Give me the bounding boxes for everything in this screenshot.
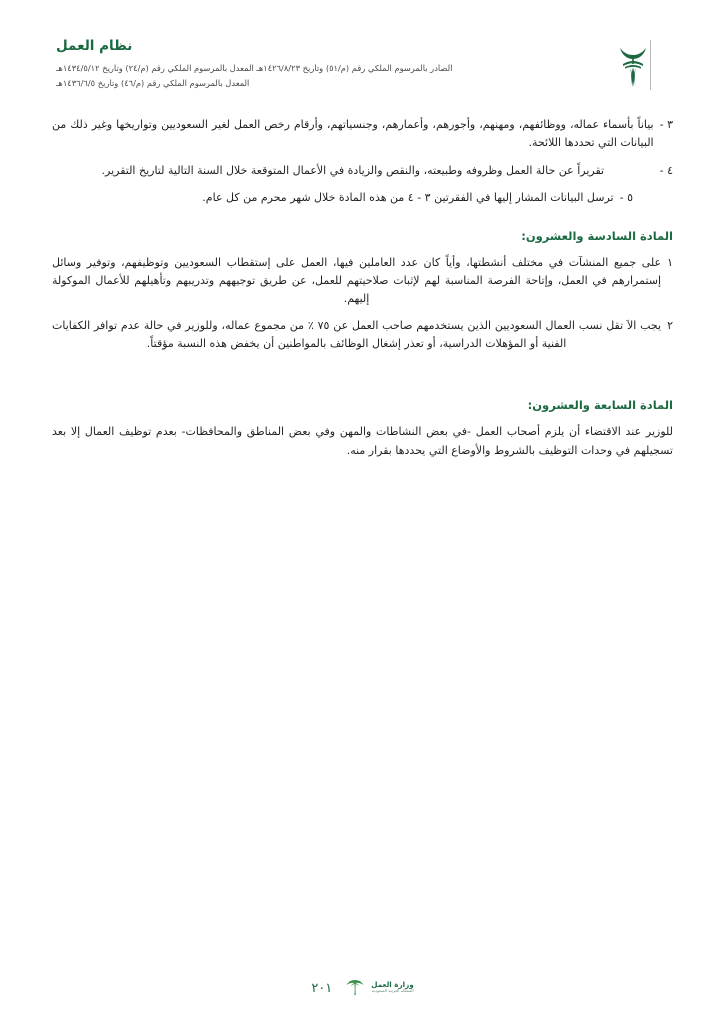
section-spacer [52,362,673,376]
article-27-heading: المادة السابعة والعشرون: [527,398,673,413]
clause-number: ٢ [667,319,673,333]
emblem-container [613,38,667,90]
document-footer [0,976,725,998]
clause-text: بياناً بأسماء عماله، ووظائفهم، ومهنهم، وأجورهم، وأعمارهم، وجنسياتهم، وأرقام رخص العمل لغير السعوديين وتواريخها وغير ذلك من البيانات التي تحددها اللائحة. [52,118,654,150]
document-header [52,0,673,90]
clause-item [52,317,673,353]
article-26-heading: المادة السادسة والعشرون: [521,228,673,243]
clause-item [52,254,673,308]
clause-item [52,116,673,152]
ministry-logo-text [371,981,413,993]
document-title: نظام العمل [56,38,133,54]
clause-text: تقريراً عن حالة العمل وظروفه وطبيعته، والنقص والزيادة في الأعمال المتوقعة خلال السنة التالية لتاريخ التقرير. [101,163,605,177]
clause-number: ١ [667,255,673,269]
clause-number: ٥ - [619,190,633,204]
clause-item [52,189,673,207]
clause-item [52,162,673,180]
clause-text: يجب الاَ تقل نسب العمال السعوديين الذين يستخدمهم صاحب العمل عن ٧٥ ٪ من مجموع عماله، وللوزير في حالة عدم توافر الكفايات الفنية أو المؤهلات الدراسية، أو تعذر إشغال الوظائف بالمواطنين أن يخفض هذه النسبة مؤقتاً. [52,319,662,351]
saudi-emblem-icon [616,42,650,88]
clause-number: ٣ - [659,118,673,132]
document-subtitle-line-1: الصادر بالمرسوم الملكي رقم (م/٥١) وتاريخ ١٤٢٦/٨/٢٣هـ المعدل بالمرسوم الملكي رقم (م/٢٤) وتاريخ ١٤٣٤/٥/١٢هـ [56,63,453,74]
ministry-name: وزارة العمل [371,979,414,989]
country-name: المملكة العربية السعودية [371,987,414,993]
clause-text: على جميع المنشآت في مختلف أنشطتها، وأياً كان عدد العاملين فيها، العمل على إستقطاب السعوديين وتوظيفهم، وتوفير وسائل إستمرارهم في العمل، وإتاحة الفرصة المناسبة لهم لإثبات صلاحيتهم للعمل، عن طريق توجيههم وتدريبهم وتأهيلهم للأعمال الموكولة إليهم. [52,255,662,306]
ministry-logo [344,976,413,998]
header-divider [650,40,651,90]
page-number: ٢٠١ [311,981,333,996]
article-27-body: للوزير عند الاقتضاء أن يلزم أصحاب العمل -في بعض النشاطات والمهن وفي بعض المناطق والمحافظات- بعدم توظيف العمال إلا بعد تسجيلهم في وحدات التوظيف بالشروط والأوضاع التي يحددها بقرار منه. [52,425,673,457]
palm-tree-icon [344,976,366,998]
header-text-block [52,38,613,90]
document-body [52,116,673,460]
document-subtitle-line-2: المعدل بالمرسوم الملكي رقم (م/٤٦) وتاريخ ١٤٣٦/٦/٥هـ [56,77,250,88]
clause-number: ٤ - [659,163,673,177]
clause-text: ترسل البيانات المشار إليها في الفقرتين ٣ - ٤ من هذه المادة خلال شهر محرم من كل عام. [202,190,614,204]
